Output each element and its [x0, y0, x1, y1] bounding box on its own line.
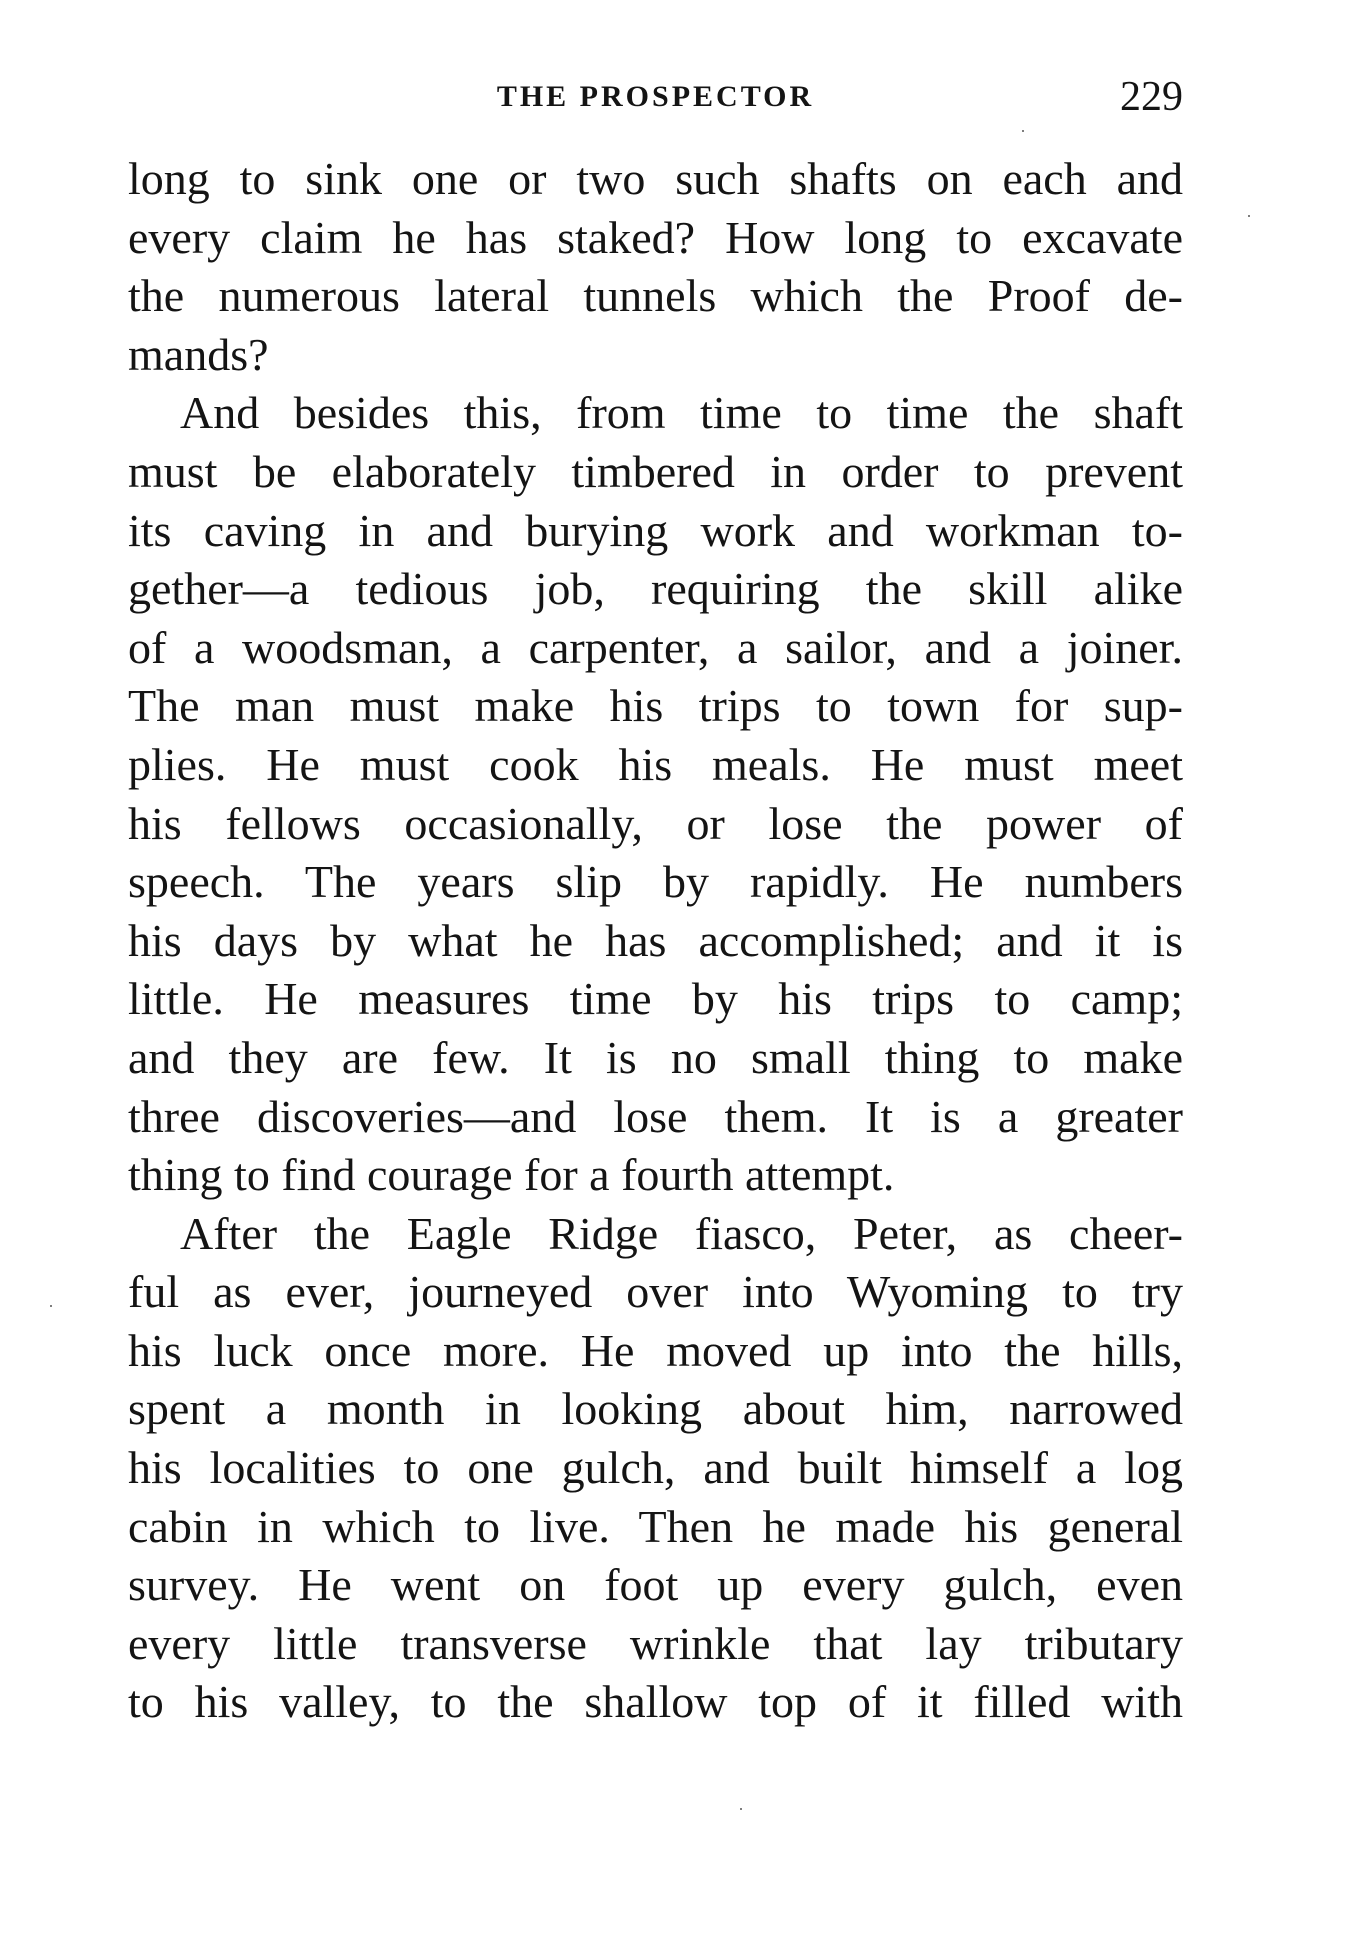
text-line: his luck once more. He moved up into the hills,	[128, 1324, 1183, 1376]
page-number: 229	[1120, 74, 1183, 120]
text-line: must be elaborately timbered in order to prevent	[128, 445, 1183, 497]
text-line: The man must make his trips to town for sup-	[128, 680, 1183, 732]
text-line: little. He measures time by his trips to camp;	[128, 973, 1183, 1025]
text-line: ful as ever, journeyed over into Wyoming to try	[128, 1266, 1183, 1318]
text-line: cabin in which to live. Then he made his general	[128, 1500, 1183, 1552]
text-line: and they are few. It is no small thing to make	[128, 1031, 1183, 1083]
running-head	[128, 72, 1183, 122]
text-line: of a woodsman, a carpenter, a sailor, and a joiner.	[128, 621, 1183, 673]
text-line: every claim he has staked? How long to excavate	[128, 211, 1183, 263]
text-line: his days by what he has accomplished; and it is	[128, 914, 1183, 966]
text-line: spent a month in looking about him, narrowed	[128, 1383, 1183, 1435]
text-line: three discoveries—and lose them. It is a greater	[128, 1090, 1183, 1142]
text-line: his localities to one gulch, and built himself a log	[128, 1442, 1183, 1494]
text-line: speech. The years slip by rapidly. He numbers	[128, 856, 1183, 908]
text-line: After the Eagle Ridge fiasco, Peter, as cheer-	[180, 1207, 1183, 1259]
text-line: his fellows occasionally, or lose the power of	[128, 797, 1183, 849]
text-line: gether—a tedious job, requiring the skill alike	[128, 563, 1183, 615]
text-line: long to sink one or two such shafts on each and	[128, 153, 1183, 204]
text-line: to his valley, to the shallow top of it filled with	[128, 1676, 1183, 1728]
paper-speck	[1248, 215, 1250, 217]
text-line: its caving in and burying work and workman to-	[128, 504, 1183, 556]
paper-speck	[1022, 130, 1024, 132]
text-line: And besides this, from time to time the shaft	[180, 387, 1183, 439]
text-line: mands?	[128, 328, 269, 380]
text-line: thing to find courage for a fourth attempt.	[128, 1149, 895, 1201]
paper-speck	[50, 1305, 52, 1307]
text-line: every little transverse wrinkle that lay tributary	[128, 1617, 1183, 1669]
text-line: survey. He went on foot up every gulch, even	[128, 1559, 1183, 1611]
text-line: the numerous lateral tunnels which the Proof de-	[128, 270, 1183, 322]
paper-speck	[740, 1808, 742, 1810]
body-text	[128, 150, 1183, 1732]
running-title: THE PROSPECTOR	[496, 80, 815, 113]
text-line: plies. He must cook his meals. He must meet	[128, 738, 1183, 790]
